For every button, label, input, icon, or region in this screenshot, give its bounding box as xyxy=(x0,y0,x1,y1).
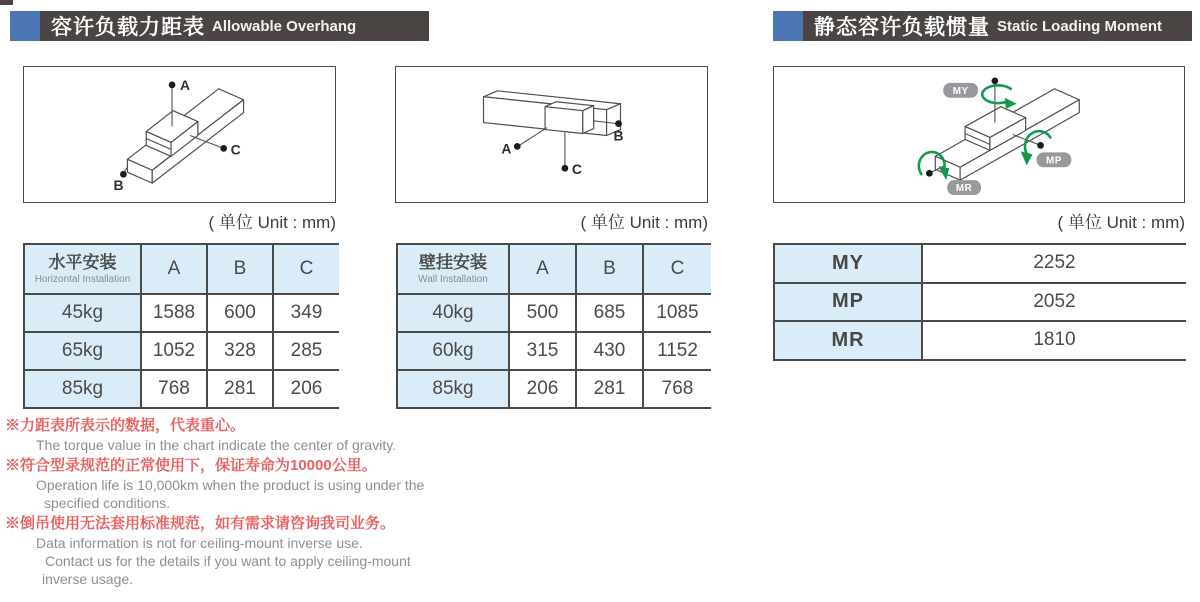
header-accent-square xyxy=(773,11,803,41)
table-header-row xyxy=(24,244,339,294)
column-header-b: B xyxy=(207,244,273,294)
footnote-en: The torque value in the chart indicate the center of gravity. xyxy=(36,437,397,453)
value-c: 1152 xyxy=(643,332,711,370)
moment-value: 2252 xyxy=(922,244,1186,283)
point-a-label: A xyxy=(179,76,191,93)
unit-label: ( 单位 Unit : mm) xyxy=(208,213,336,232)
column-header-a: A xyxy=(141,244,207,294)
mp-arrowhead xyxy=(1021,151,1033,165)
point-b-dot xyxy=(615,120,622,127)
table-title-en: Wall Installation xyxy=(418,273,488,285)
diagram-wall-installation xyxy=(395,66,708,203)
table-row xyxy=(774,244,1186,283)
mr-badge-label: MR xyxy=(955,183,973,195)
horizontal-install-table xyxy=(23,243,339,409)
section-title-zh: 容许负载力距表 xyxy=(51,16,205,39)
value-c: 768 xyxy=(643,370,711,408)
value-b: 600 xyxy=(207,294,273,332)
footnote-en: specified conditions. xyxy=(44,495,171,511)
moment-label: MP xyxy=(774,283,922,322)
value-a: 206 xyxy=(509,370,576,408)
load-cell: 45kg xyxy=(24,294,141,332)
table-title-zh: 壁挂安装 xyxy=(419,253,487,273)
value-b: 281 xyxy=(576,370,643,408)
point-a-dot xyxy=(514,143,521,150)
unit-label: ( 单位 Unit : mm) xyxy=(580,213,708,232)
value-b: 430 xyxy=(576,332,643,370)
point-a-dot xyxy=(169,81,176,88)
load-cell: 60kg xyxy=(397,332,509,370)
value-c: 285 xyxy=(273,332,339,370)
value-b: 328 xyxy=(207,332,273,370)
mp-badge-label: MP xyxy=(1046,155,1062,167)
my-axis-dot xyxy=(992,78,999,85)
load-cell: 85kg xyxy=(397,370,509,408)
mp-axis-dot xyxy=(1037,142,1044,149)
point-c-label: C xyxy=(571,161,582,178)
value-a: 768 xyxy=(141,370,207,408)
point-c-dot xyxy=(220,145,227,152)
slider-block xyxy=(545,102,594,134)
section-header-overhang xyxy=(10,11,429,41)
wall-rail-drawing xyxy=(396,67,707,202)
table-row xyxy=(774,321,1186,360)
column-header-b: B xyxy=(576,244,643,294)
table-title-cell xyxy=(24,244,141,294)
section-title-en: Allowable Overhang xyxy=(212,17,357,35)
section-title-en: Static Loading Moment xyxy=(997,17,1162,35)
my-arrowhead xyxy=(1005,98,1017,109)
mr-axis-dot xyxy=(926,170,933,177)
section-header-static-moment xyxy=(773,11,1192,41)
point-c-dot xyxy=(562,165,569,172)
axis-a-line xyxy=(519,128,547,146)
header-accent-square xyxy=(10,11,40,41)
load-cell: 85kg xyxy=(24,370,141,408)
column-header-c: C xyxy=(643,244,711,294)
mr-arrowhead xyxy=(938,166,949,180)
value-a: 1052 xyxy=(141,332,207,370)
moment-value: 2052 xyxy=(922,283,1186,322)
point-b-label: B xyxy=(113,177,124,194)
footnote-en: Operation life is 10,000km when the product is using under the xyxy=(36,477,425,493)
footnote-en: Contact us for the details if you want to apply ceiling-mount xyxy=(45,553,411,569)
table-header-row xyxy=(397,244,711,294)
footnotes xyxy=(5,416,485,588)
point-c-label: C xyxy=(230,141,241,158)
page-corner-mark xyxy=(0,0,13,5)
footnote-en: Data information is not for ceiling-mount inverse use. xyxy=(36,535,363,551)
value-a: 315 xyxy=(509,332,576,370)
point-a-label: A xyxy=(501,140,512,157)
value-b: 281 xyxy=(207,370,273,408)
table-row xyxy=(774,283,1186,322)
table-row xyxy=(24,294,339,332)
table-row xyxy=(397,294,711,332)
footnote-zh: ※力距表所表示的数据，代表重心。 xyxy=(5,417,246,434)
footnote-zh: ※倒吊使用无法套用标准规范，如有需求请咨询我司业务。 xyxy=(5,515,396,532)
value-c: 1085 xyxy=(643,294,711,332)
footnote-en: inverse usage. xyxy=(42,571,134,587)
moment-label: MY xyxy=(774,244,922,283)
value-b: 685 xyxy=(576,294,643,332)
diagram-static-moment xyxy=(773,66,1185,203)
value-a: 1588 xyxy=(141,294,207,332)
moment-label: MR xyxy=(774,321,922,360)
table-row xyxy=(24,332,339,370)
unit-label: ( 单位 Unit : mm) xyxy=(1057,213,1185,232)
my-badge-label: MY xyxy=(952,85,969,97)
point-b-label: B xyxy=(613,127,624,144)
value-c: 349 xyxy=(273,294,339,332)
load-cell: 40kg xyxy=(397,294,509,332)
column-header-a: A xyxy=(509,244,576,294)
table-title-cell xyxy=(397,244,509,294)
table-title-en: Horizontal Installation xyxy=(34,273,131,285)
table-row xyxy=(397,370,711,408)
value-c: 206 xyxy=(273,370,339,408)
horizontal-rail-drawing xyxy=(24,67,335,202)
moment-rail-drawing xyxy=(774,67,1184,202)
static-moment-table xyxy=(773,243,1186,361)
footnote-zh: ※符合型录规范的正常使用下，保证寿命为10000公里。 xyxy=(5,457,377,474)
table-row xyxy=(24,370,339,408)
section-title-zh: 静态容许负载惯量 xyxy=(814,16,990,39)
column-header-c: C xyxy=(273,244,339,294)
moment-value: 1810 xyxy=(922,321,1186,360)
table-row xyxy=(397,332,711,370)
value-a: 500 xyxy=(509,294,576,332)
wall-install-table xyxy=(396,243,711,409)
diagram-horizontal-installation xyxy=(23,66,336,203)
load-cell: 65kg xyxy=(24,332,141,370)
table-title-zh: 水平安装 xyxy=(48,253,117,273)
